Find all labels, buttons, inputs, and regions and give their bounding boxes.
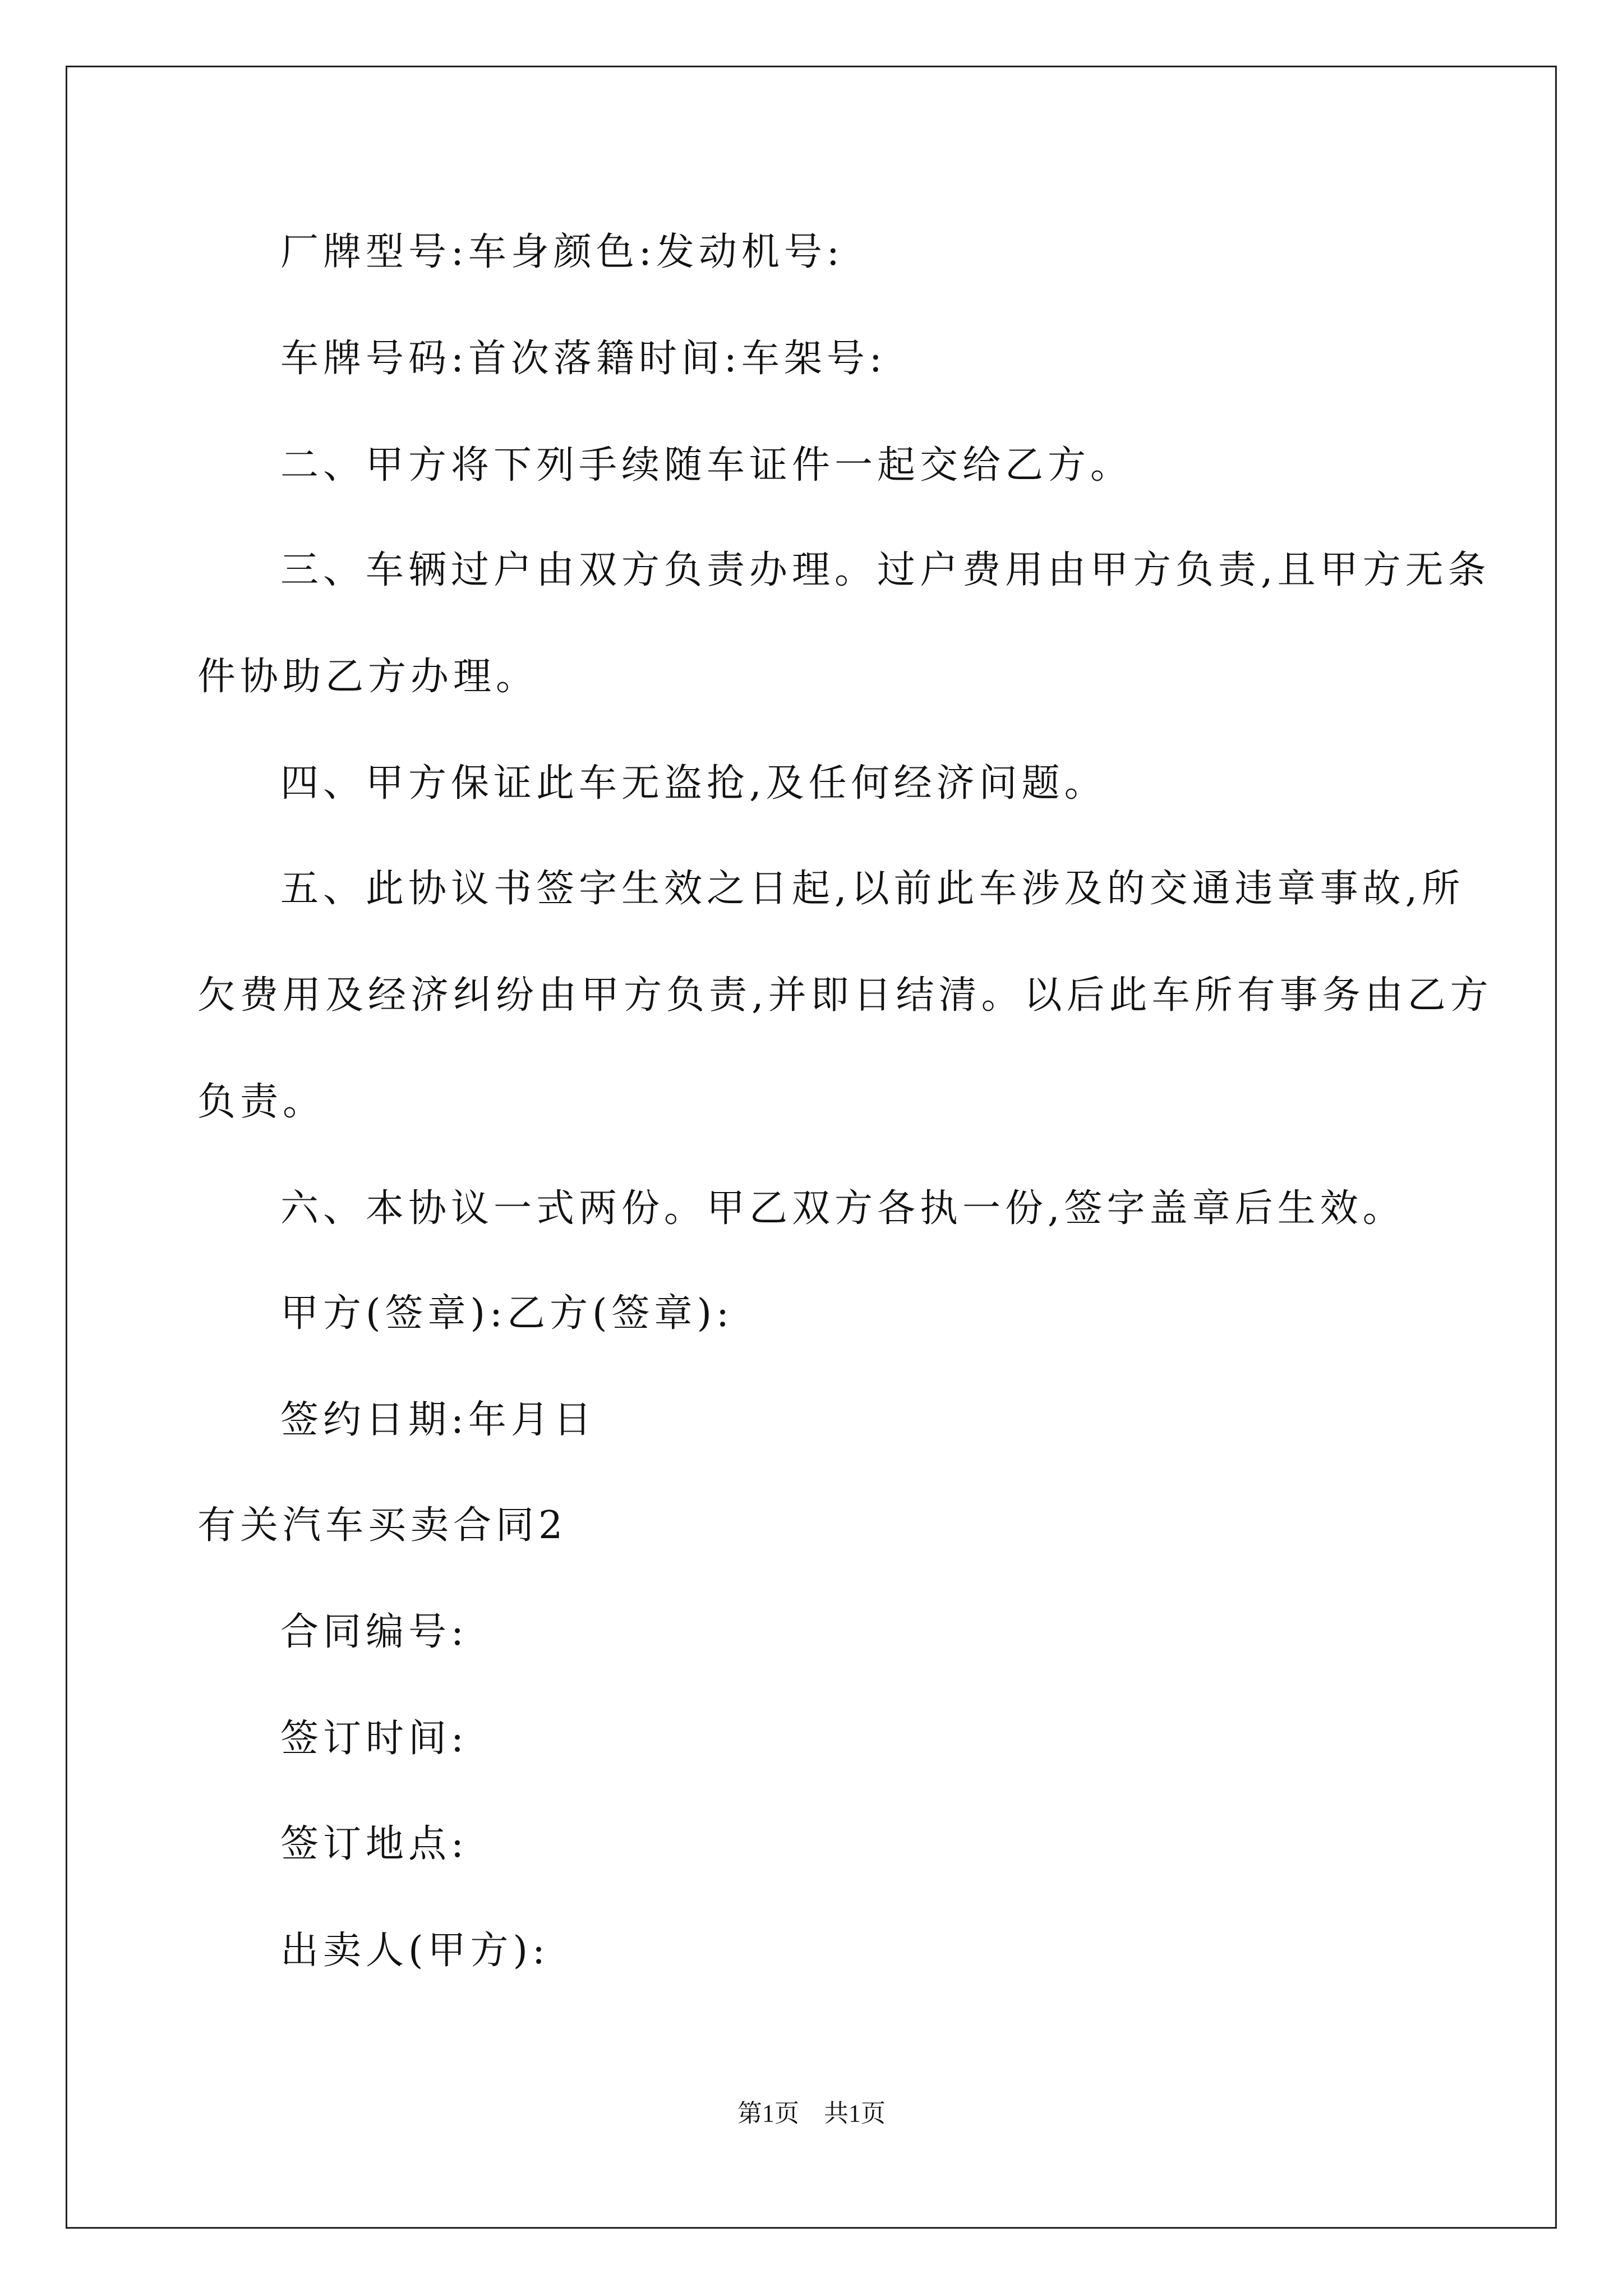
plate-registration-frame-line: 车牌号码:首次落籍时间:车架号: (280, 337, 887, 381)
clause-five-line-3: 负责。 (197, 1080, 326, 1124)
signing-place-line: 签订地点: (280, 1822, 468, 1866)
clause-four: 四、甲方保证此车无盗抢,及任何经济问题。 (280, 761, 1107, 806)
signing-date-line: 签约日期:年月日 (280, 1398, 596, 1442)
signing-time-line: 签订时间: (280, 1717, 468, 1761)
vehicle-model-color-engine-line: 厂牌型号:车身颜色:发动机号: (280, 230, 844, 274)
contract-number-line: 合同编号: (280, 1610, 468, 1654)
signature-line: 甲方(签章):乙方(签章): (280, 1291, 734, 1336)
clause-three-line-1: 三、车辆过户由双方负责办理。过户费用由甲方负责,且甲方无条 (280, 548, 1491, 592)
clause-five-line-1: 五、此协议书签字生效之日起,以前此车涉及的交通违章事故,所 (280, 867, 1465, 911)
page-footer: 第1页 共1页 (737, 2100, 886, 2127)
clause-two: 二、甲方将下列手续随车证件一起交给乙方。 (280, 443, 1133, 487)
section-heading-contract-2: 有关汽车买卖合同2 (197, 1503, 568, 1548)
clause-five-line-2: 欠费用及经济纠纷由甲方负责,并即日结清。以后此车所有事务由乙方 (197, 973, 1493, 1018)
page-border (66, 66, 1557, 2229)
clause-three-line-2: 件协助乙方办理。 (197, 655, 539, 699)
seller-party-a-line: 出卖人(甲方): (280, 1929, 550, 1973)
clause-six: 六、本协议一式两份。甲乙双方各执一份,签字盖章后生效。 (280, 1186, 1405, 1231)
